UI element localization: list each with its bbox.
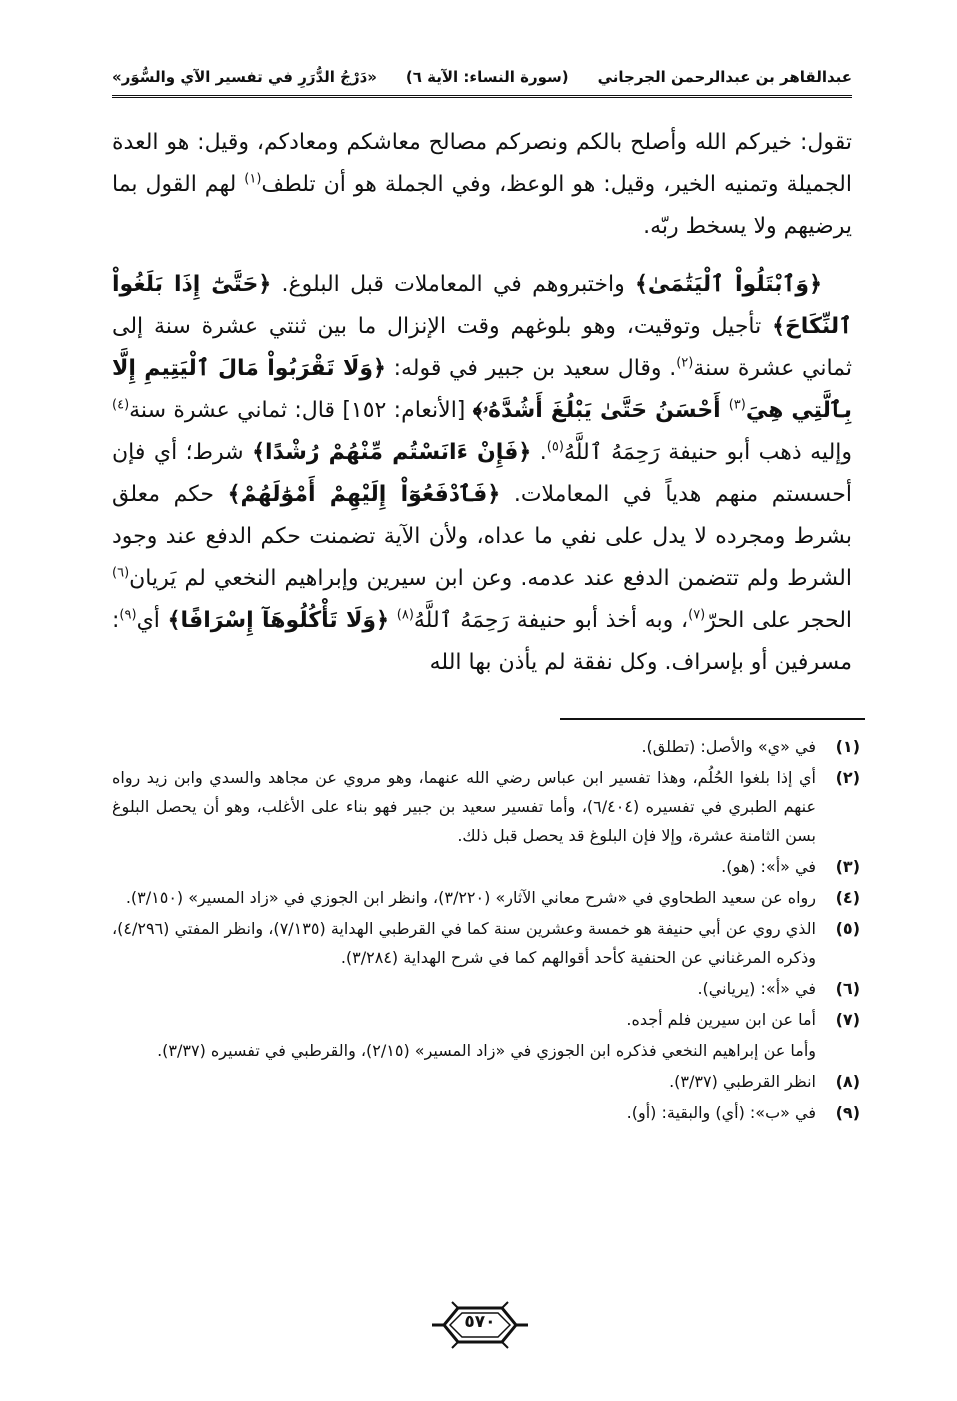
paragraph-2: ﴿وَٱبْتَلُواْ ٱلْيَتَٰمَىٰ﴾ واختبروهم في المعاملات قبل البلوغ. ﴿حَتَّىٰٓ إِذَا بَلَغُواْ ٱلنِّكَاحَ﴾ تأجيل وتوقيت، وهو بلوغهم وقت الإنزال ما بين ثنتي عشرة سنة إلى ثماني عشرة سنة$^{(٢)}$. وقال سعيد بن جبير في قوله: ﴿وَلَا تَقْرَبُواْ مَالَ ٱلْيَتِيمِ إِلَّا بِٱلَّتِي هِيَ$^{(٣)}$ أَحْسَنُ حَتَّىٰ يَبْلُغَ أَشُدَّهُۥ﴾ [الأنعام: ١٥٢] قال: ثماني عشرة سنة$^{(٤)}$ وإليه ذهب أبو حنيفة رَحِمَهُ ٱللَّهُ$^{(٥)}$. ﴿فَإِنْ ءَانَسْتُم مِّنْهُمْ رُشْدًا﴾ شرط؛ أي فإن أحسستم منهم هدياً في المعاملات. ﴿فَٱدْفَعُوٓاْ إِلَيْهِمْ أَمْوَٰلَهُمْ﴾ حكم معلق بشرط ومجرده لا يدل على نفي ما عداه، ولأن الآية تضمنت حكم الدفع عند وجود الشرط ولم تتضمن الدفع عند عدمه. وعن ابن سيرين وإبراهيم النخعي لم يَريان$^{(٦)}$ الحجر على الحرّ$^{(٧)}$، وبه أخذ أبو حنيفة رَحِمَهُ ٱللَّهُ$^{(٨)}$ ﴿وَلَا تَأْكُلُوهَآ إِسْرَافًا﴾ أي$^{(٩)}$: مسرفين أو بإسراف. وكل نفقة لم يأذن بها الله [112,272,853,675]
footnote-number: (٩) [835,1103,860,1122]
header-author: عبدالقاهر بن عبدالرحمن الجرجاني [597,68,852,86]
footnote-item [112,914,860,972]
footnote-number: (٦) [835,979,860,998]
footnote-text: في «أ»: (يرياني). [697,979,816,998]
footnote-text: الذي روي عن أبي حنيفة هو خمسة وعشرين سنة كما في القرطبي الهداية (٧/١٣٥)، وانظر المفتي (٤/٢٩٦)، وذكره المرغناني عن الحنفية كأحد أقوالهم كما في شرح الهداية (٣/٢٨٤). [112,919,817,967]
quran-quote: ﴿وَٱبْتَلُواْ ٱلْيَتَٰمَىٰ﴾ [635,272,822,297]
footnote-item [112,1067,860,1096]
footnote-number: (٨) [835,1072,860,1091]
footnote-text: في «ب»: (أي) والبقية: (أو). [626,1103,816,1122]
footnote-item [112,763,860,850]
footnote-ref: (٨) [396,607,414,623]
footnote-text: في «أ»: (هو). [721,857,816,876]
quran-quote: ﴿وَلَا تَقْرَبُواْ مَالَ ٱلْيَتِيمِ إِلَّا بِٱلَّتِي هِيَ [112,356,852,423]
header-rule [112,95,852,98]
footnote-ref: (٩) [119,607,137,623]
quran-quote: ﴿وَلَا تَأْكُلُوهَآ إِسْرَافًا﴾ [167,608,389,633]
header-surah: (سورة النساء: الآية ٦) [405,68,569,86]
footnotes [112,732,860,1129]
footnote-ref: (٧) [688,607,706,623]
header-book-title: «دَرْجُ الدُّرَرِ في تفسير الآي والسُّوَر» [112,68,377,86]
paragraph-1: تقول: خيركم الله وأصلح بالكم ونصركم مصالح معاشكم ومعادكم، وقيل: هو العدة الجميلة وتمنيه الخير، وقيل: هو الوعظ، وفي الجملة هو أن تلطف$^{(١)}$ لهم القول بما يرضيهم ولا يسخط ربّه. [112,130,852,239]
footnote-text: رواه عن سعيد الطحاوي في «شرح معاني الآثار» (٣/٢٢٠)، وانظر ابن الجوزي في «زاد المسير» (٣/١٥٠). [125,888,816,907]
footnote-ref: (٢) [676,355,694,371]
footnote-text: انظر القرطبي (٣/٣٧). [669,1072,816,1091]
footnote-number: (٤) [835,888,860,907]
footnote-separator [560,718,865,720]
footnote-ref: (٤) [112,397,130,413]
footnote-text: في «ي» والأصل: (تطلق). [641,737,816,756]
running-header [112,62,852,92]
footnote-ref: (٥) [546,439,564,455]
footnote-ref: (٣) [728,397,746,413]
footnote-text: أي إذا بلغوا الحُلُم، وهذا تفسير ابن عباس رضي الله عنهما، وهو مروي عن مجاهد والسدي وابن زيد رواه عنهم الطبري في تفسيره (٦/٤٠٤)، وأما تفسير سعيد بن جبير فهو بناء على الأغلب، وهو أن يحصل البلوغ بسن الثامنة عشرة، وإلا فإن البلوغ قد يحصل قبل ذلك. [112,768,817,845]
quran-quote: ﴿حَتَّىٰٓ إِذَا بَلَغُواْ ٱلنِّكَاحَ﴾ [112,272,852,339]
quran-quote: ﴿فَإِنْ ءَانَسْتُم مِّنْهُمْ رُشْدًا﴾ [252,440,532,465]
footnote-number: (٢) [835,768,860,787]
footnote-item [112,852,860,881]
footnote-item [112,732,860,761]
footnote-number: (٣) [835,857,860,876]
page-number-ornament [430,1300,530,1350]
footnote-number: (١) [835,737,860,756]
footnote-item [112,883,860,912]
page-number: ٥٧٠ [464,1312,496,1332]
footnote-text: أما عن ابن سيرين فلم أجده. [626,1010,816,1029]
main-text [112,122,852,700]
footnote-ref: (١) [244,171,262,187]
footnote-item [112,1005,860,1034]
footnote-continuation: وأما عن إبراهيم النخعي فذكره ابن الجوزي في «زاد المسير» (٢/١٥)، والقرطبي في تفسيره (٣/٣٧). [157,1041,816,1060]
quran-quote: أَحْسَنُ حَتَّىٰ يَبْلُغَ أَشُدَّهُۥ﴾ [472,398,729,423]
footnote-item [112,974,860,1003]
footnote-number: (٧) [835,1010,860,1029]
footnote-ref: (٦) [112,565,130,581]
footnote-item [112,1098,860,1127]
quran-quote: ﴿فَٱدْفَعُوٓاْ إِلَيْهِمْ أَمْوَٰلَهُمْ﴾ [227,482,501,507]
footnote-number: (٥) [835,919,860,938]
